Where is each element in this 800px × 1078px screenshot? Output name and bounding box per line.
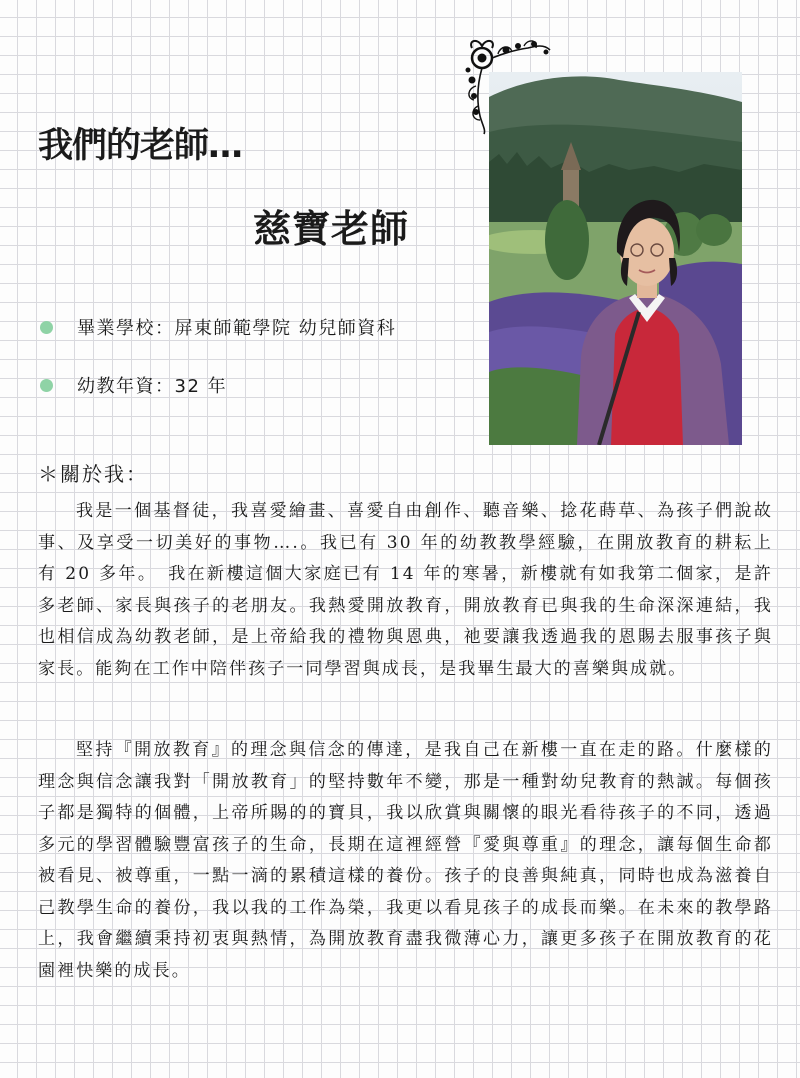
page-title: 我們的老師… [38,126,243,166]
about-paragraph-2: 堅持『開放教育』的理念與信念的傳達，是我自己在新樓一直在走的路。什麼樣的理念與信念讓我對「開放教育」的堅持數年不變，那是一種對幼兒教育的熱誠。每個孩子都是獨特的個體，上帝所賜的的寶貝，我以欣賞與關懷的眼光看待孩子的不同，透過多元的學習體驗豐富孩子的生命，長期在這裡經營『愛與尊重』的理念，讓每個生命都被看見、被尊重，一點一滴的累積這樣的養份。孩子的良善與純真，同時也成為滋養自己教學生命的養份，我以我的工作為榮，我更以看見孩子的成長而樂。在未來的教學路上，我會繼續秉持初衷與熱情，為開放教育盡我微薄心力，讓更多孩子在開放教育的花園裡快樂的成長。 [38,740,773,981]
school-text: 畢業學校：屏東師範學院 幼兒師資科 [77,318,397,339]
bullet-icon [40,379,53,392]
floral-ornament-icon [458,36,558,140]
bullet-icon [40,321,53,334]
experience-text: 幼教年資：32 年 [77,376,228,397]
info-school-row [40,312,396,342]
teacher-name: 慈寶老師 [253,207,410,251]
info-experience-row [40,370,227,400]
about-heading: ＊關於我： [38,462,148,486]
about-paragraph-1: 我是一個基督徒，我喜愛繪畫、喜愛自由創作、聽音樂、捻花蒔草、為孩子們說故事、及享受一切美好的事物….。我已有 30 年的幼教教學經驗，在開放教育的耕耘上有 20 多年。 我在新樓這個大家庭已有 14 年的寒暑，新樓就有如我第二個家，是許多老師、家長與孩子的老朋友。我熱愛開放教育，開放教育已與我的生命深深連結，我也相信成為幼教老師，是上帝給我的禮物與恩典，祂要讓我透過我的恩賜去服事孩子與家長。能夠在工作中陪伴孩子一同學習與成長，是我畢生最大的喜樂與成就。 [38,501,773,679]
